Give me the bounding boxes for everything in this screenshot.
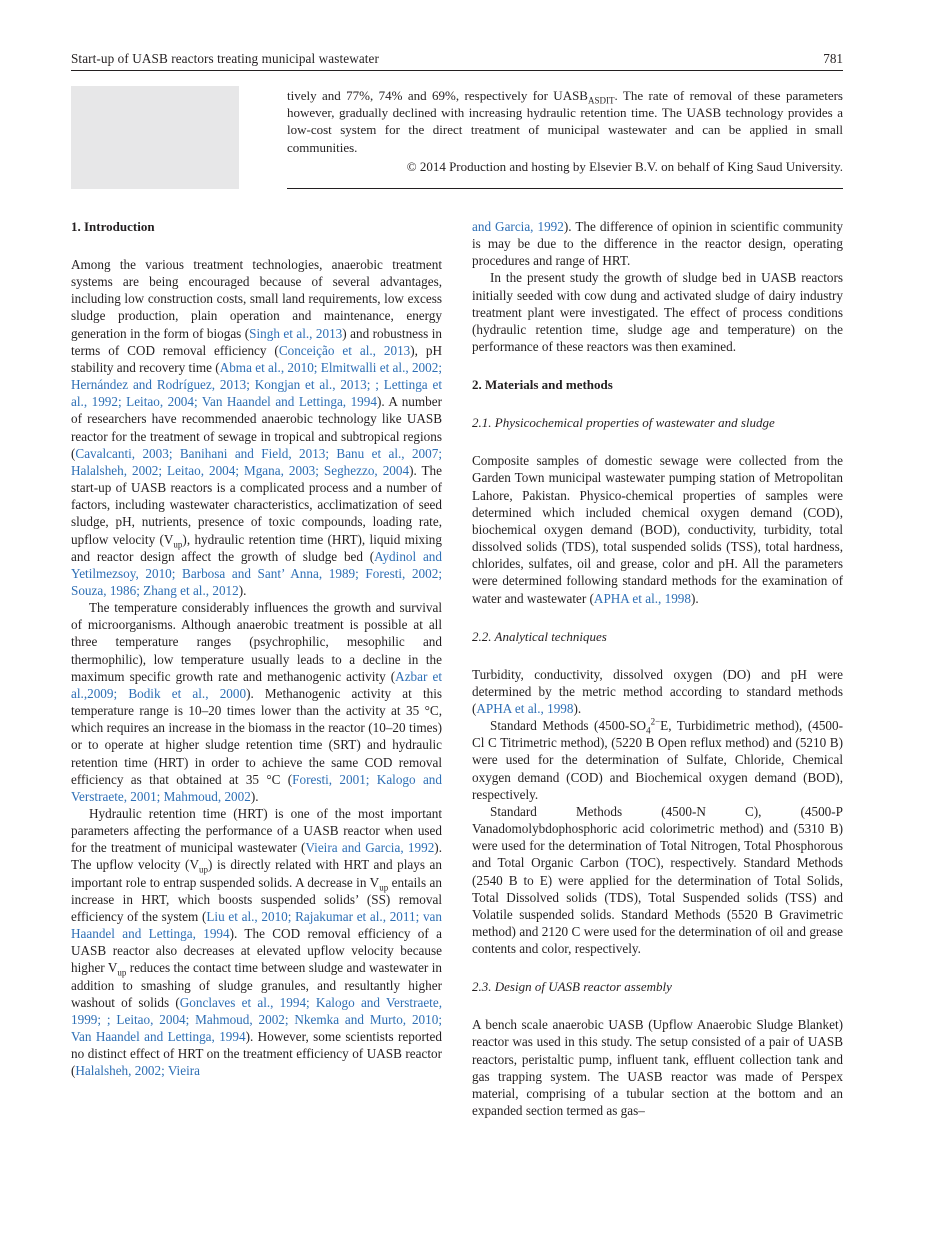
left-column — [71, 218, 442, 1080]
journal-logo-placeholder — [71, 86, 239, 189]
citation-link[interactable]: Aydinol and Yetilmezsoy, 2010; Barbosa and Sant’ Anna, 1989; Foresti, 2002; Souza, 1986; Zhang et al., 2012 — [71, 548, 442, 598]
intro-paragraph-3: Hydraulic retention time (HRT) is one of the most important parameters affecting the performance of a UASB reactor when used for the treatment of municipal wastewater (Vieira and Garcia, 1992). The upflow velocity $(V_{up})$ is directly related with HRT and plays an important role to entrap suspended solids. A decrease in $V_{up}$ entails an increase in HRT, which boosts suspended solids’ (SS) removal efficiency of the system (Liu et al., 2010; Rajakumar et al., 2011; van Haandel and Lettinga, 1994). The COD removal efficiency of a UASB reactor also decreases at elevated upflow velocity because higher $V_{up}$ reduces the contact time between sludge and wastewater in addition to smashing of sludge granules, and resultantly higher washout of solids (Gonclaves et al., 1994; Kalogo and Verstraete, 1999; ; Leitao, 2004; Mahmoud, 2002; Nkemka and Murto, 2010; Van Haandel and Lettinga, 1994). However, some scientists reported no distinct effect of HRT on the treatment efficiency of UASB reactor (Halalsheh, 2002; Vieira — [71, 806, 443, 1079]
abstract-text: tively and 77%, 74% and 69%, respectively for $UASB_{ASDIT}$. The rate of removal of these parameters however, gradually declined with increasing hydraulic retention time. The UASB technology provides a low-cost system for the direct treatment of municipal wastewater and can be applied in small communities. — [287, 88, 843, 155]
methods-2-1-paragraph: Composite samples of domestic sewage were collected from the Garden Town municipal wastewater pumping station of Metropolitan Lahore, Pakistan. Physico-chemical properties of samples were determined which included chemical oxygen demand (COD), biochemical oxygen demand (BOD), conductivity, turbidity, total dissolved solids (TDS), total suspended solids (TSS), total hardness, chlorides, sulfates, oil and grease, color and pH. All the parameters were determined following standard methods for the examination of water and wastewater (APHA et al., 1998). — [472, 453, 843, 606]
citation-link[interactable]: APHA et al., 1998 — [476, 700, 574, 716]
methods-2-2-paragraph-3: Standard Methods (4500-N C), (4500-P Vanadomolybdophosphoric acid colorimetric method) and (5310 B) were used for the determination of Total Nitrogen, Total Phosphorous and Total Organic Carbon (TOC), respectively. Standard Methods (2540 B to E) were applied for the determination of Total Solids, Total Dissolved solids (TDS), Total Suspended solids (TSS) and Volatile suspended solids. Standard Methods (5520 B Gravimetric method) and 2120 C were used for the determination of oil and grease contents and color, respectively. — [472, 803, 843, 957]
citation-link[interactable]: APHA et al., 1998 — [593, 590, 691, 606]
section-heading-introduction: 1. Introduction — [71, 219, 155, 234]
citation-link[interactable]: Cavalcanti, 2003; Banihani and Field, 2013; Banu et al., 2007; Halalsheh, 2002; Leitao, 2004; Mgana, 2003; Seghezzo, 2004 — [71, 445, 442, 478]
citation-link[interactable]: and Garcia, 1992 — [472, 219, 564, 234]
right-column — [472, 218, 843, 1119]
citation-link[interactable]: Liu et al., 2010; Rajakumar et al., 2011; van Haandel and Lettinga, 1994 — [71, 908, 442, 942]
methods-2-2-paragraph-2: Standard Methods ($4500-SO_4^{2-}E$, Turbidimetric method), (4500-Cl C Titrimetric method), (5220 B Open reflux method) and (5210 B) were used for the determination of Sulfate, Chloride, Chemical oxygen demand (COD) and Biochemical oxygen demand (BOD), respectively. — [472, 716, 843, 802]
citation-link[interactable]: Singh et al., 2013 — [249, 325, 343, 341]
citation-link[interactable]: Gonclaves et al., 1994; Kalogo and Verstraete, 1999; ; Leitao, 2004; Mahmoud, 2002; Nkemka and Murto, 2010; Van Haandel and Lettinga, 1994 — [71, 994, 442, 1045]
intro-paragraph-3-continued: and Garcia, 1992). The difference of opinion in scientific community is may be due to the difference in the reactor design, operating procedures and range of HRT. — [472, 219, 843, 269]
citation-link[interactable]: Abma et al., 2010; Elmitwalli et al., 2002; Hernández and Rodríguez, 2013; Kongjan et al., 2013; ; Lettinga et al., 1992; Leitao, 2004; Van Haandel and Lettinga, 1994 — [71, 359, 443, 410]
intro-paragraph-2: The temperature considerably influences the growth and survival of microorganisms. Although anaerobic treatment is possible at all three temperature ranges (psychrophilic, mesophilic and thermophilic), low temperature usually leads to a decline in the maximum specific growth rate and methanogenic activity (Azbar et al.,2009; Bodik et al., 2000). Methanogenic activity at this temperature range is 10–20 times lower than the activity at 35 °C, which requires an increase in the biomass in the reactor (10–20 times) or to operate at higher sludge retention time (SRT) and hydraulic retention time (HRT) in order to achieve the same COD removal efficiency as that obtained at 35 °C (Foresti, 2001; Kalogo and Verstraete, 2001; Mahmoud, 2002). — [71, 600, 442, 804]
running-header — [71, 50, 843, 71]
citation-link[interactable]: Foresti, 2001; Kalogo and Verstraete, 2001; Mahmoud, 2002 — [71, 771, 442, 804]
methods-2-2-paragraph-1: Turbidity, conductivity, dissolved oxygen (DO) and pH were determined by the metric method according to standard methods (APHA et al., 1998). — [472, 666, 843, 716]
citation-link[interactable]: Azbar et al.,2009; Bodik et al., 2000 — [71, 668, 442, 701]
methods-2-3-paragraph: A bench scale anaerobic UASB (Upflow Anaerobic Sludge Blanket) reactor was used in this study. The setup consisted of a pair of UASB reactors, peristaltic pump, influent tank, effluent collection tank and gas trapping system. The UASB reactor was made of Perspex material, comprising of a tubular section at the bottom and an expanded section termed as gas– — [472, 1017, 843, 1119]
intro-paragraph-4: In the present study the growth of sludge bed in UASB reactors initially seeded with cow dung and activated sludge of dairy industry treatment plant were investigated. The effect of process conditions (hydraulic retention time, sludge age and temperature) on the performance of these reactors was then examined. — [472, 270, 843, 355]
citation-link[interactable]: Conceição et al., 2013 — [278, 342, 411, 358]
running-title: Start-up of UASB reactors treating municipal wastewater — [71, 51, 379, 66]
page-number: 781 — [823, 51, 843, 66]
intro-paragraph-1: Among the various treatment technologies, anaerobic treatment systems are being encouraged because of several advantages, including low construction costs, small land requirements, low excess sludge production, plain operation and maintenance, energy generation in the form of biogas (Singh et al., 2013) and robustness in terms of COD removal efficiency (Conceição et al., 2013), pH stability and recovery time (Abma et al., 2010; Elmitwalli et al., 2002; Hernández and Rodríguez, 2013; Kongjan et al., 2013; ; Lettinga et al., 1992; Leitao, 2004; Van Haandel and Lettinga, 1994). A number of researchers have recommended anaerobic technology like UASB reactor for the treatment of sewage in tropical and subtropical regions (Cavalcanti, 2003; Banihani and Field, 2013; Banu et al., 2007; Halalsheh, 2002; Leitao, 2004; Mgana, 2003; Seghezzo, 2004). The start-up of UASB reactors is a complicated process and a number of factors, including wastewater characteristics, acclimatization of seed sludge, pH, nutrients, presence of toxic compounds, loading rate, upflow velocity $(V_{up})$, hydraulic retention time (HRT), liquid mixing and reactor design affect the growth of sludge bed (Aydinol and Yetilmezsoy, 2010; Barbosa and Sant’ Anna, 1989; Foresti, 2002; Souza, 1986; Zhang et al., 2012). — [71, 257, 443, 598]
citation-link[interactable]: Vieira and Garcia, 1992 — [305, 840, 435, 856]
copyright-line: © 2014 Production and hosting by Elsevier B.V. on behalf of King Saud University. — [406, 158, 843, 174]
subsection-heading-2-3: 2.3. Design of UASB reactor assembly — [472, 979, 672, 995]
subsection-heading-2-1: 2.1. Physicochemical properties of wastewater and sludge — [472, 415, 775, 431]
abstract-divider — [287, 188, 843, 189]
subsection-heading-2-2: 2.2. Analytical techniques — [472, 628, 607, 644]
abstract-tail — [287, 87, 843, 175]
section-heading-methods: 2. Materials and methods — [472, 377, 613, 393]
citation-link[interactable]: Halalsheh, 2002; Vieira — [75, 1063, 200, 1079]
